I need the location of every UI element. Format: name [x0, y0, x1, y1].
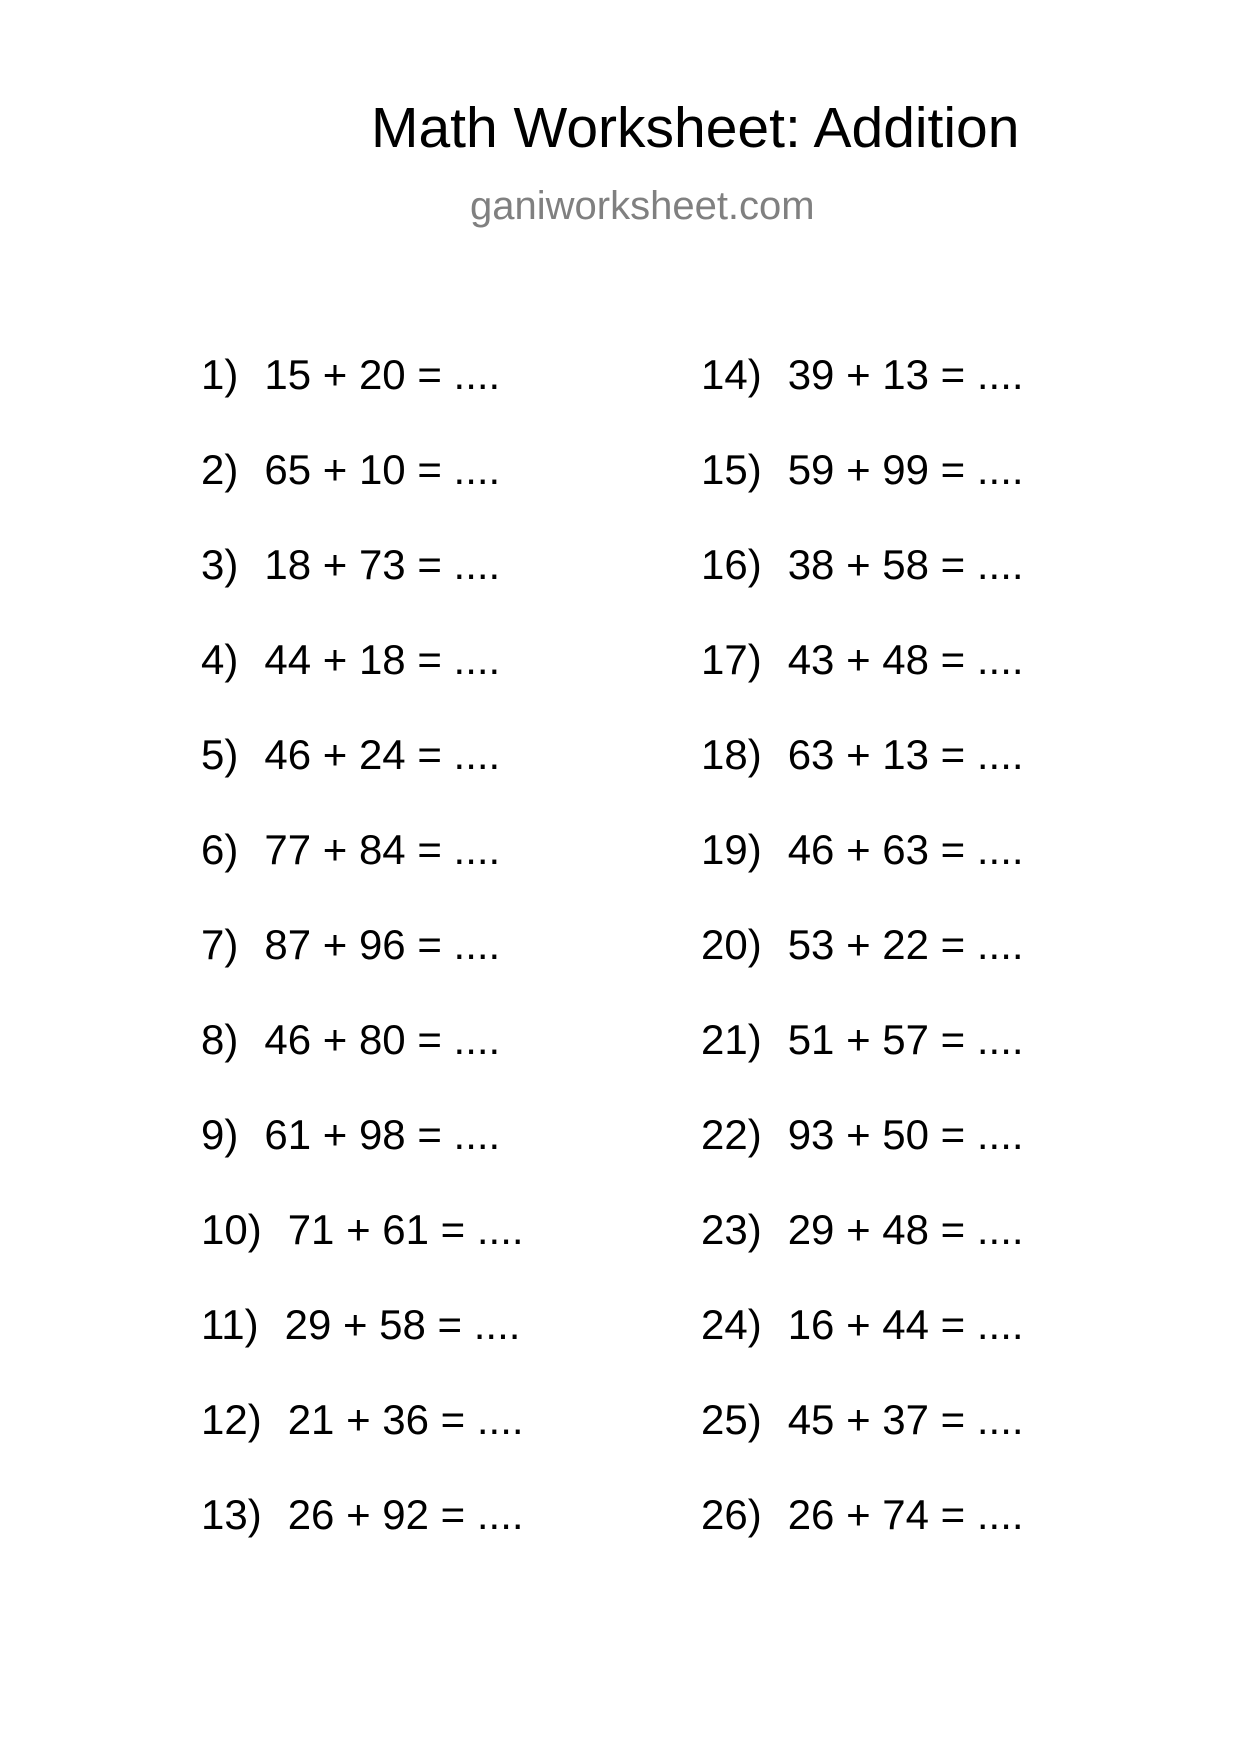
problem-number: 10) — [201, 1206, 262, 1253]
problem-item — [701, 351, 1024, 398]
problem-expression: 63 + 13 = .... — [787, 731, 1024, 778]
problem-number: 12) — [201, 1396, 262, 1443]
problem-expression: 18 + 73 = .... — [264, 541, 501, 588]
problem-item — [701, 446, 1024, 493]
problem-number: 7) — [201, 921, 239, 968]
problem-item — [701, 541, 1024, 588]
problem-expression: 26 + 92 = .... — [287, 1491, 524, 1538]
problem-expression: 38 + 58 = .... — [787, 541, 1024, 588]
problem-number: 25) — [701, 1396, 762, 1443]
problem-expression: 87 + 96 = .... — [264, 921, 501, 968]
problem-number: 11) — [201, 1301, 259, 1348]
problem-expression: 46 + 24 = .... — [264, 731, 501, 778]
problem-number: 15) — [701, 446, 762, 493]
problem-item — [201, 921, 501, 968]
problem-number: 23) — [701, 1206, 762, 1253]
problem-number: 13) — [201, 1491, 262, 1538]
problem-number: 1) — [201, 351, 239, 398]
problem-expression: 44 + 18 = .... — [264, 636, 501, 683]
problem-item — [201, 1396, 524, 1443]
problem-number: 17) — [701, 636, 762, 683]
problem-item — [701, 1206, 1024, 1253]
problem-number: 26) — [701, 1491, 762, 1538]
problem-expression: 53 + 22 = .... — [787, 921, 1024, 968]
problem-item — [701, 731, 1024, 778]
problem-expression: 15 + 20 = .... — [264, 351, 501, 398]
problem-expression: 51 + 57 = .... — [787, 1016, 1024, 1063]
problem-number: 4) — [201, 636, 239, 683]
problem-expression: 71 + 61 = .... — [287, 1206, 524, 1253]
worksheet-source: ganiworksheet.com — [470, 184, 815, 228]
problem-item — [701, 636, 1024, 683]
problem-number: 5) — [201, 731, 239, 778]
problem-expression: 21 + 36 = .... — [287, 1396, 524, 1443]
problem-item — [201, 446, 501, 493]
problem-expression: 65 + 10 = .... — [264, 446, 501, 493]
problem-number: 6) — [201, 826, 239, 873]
problem-number: 3) — [201, 541, 239, 588]
problem-number: 22) — [701, 1111, 762, 1158]
problem-expression: 93 + 50 = .... — [787, 1111, 1024, 1158]
problem-item — [201, 1301, 521, 1348]
problem-item — [201, 1491, 524, 1538]
problem-item — [201, 541, 501, 588]
problem-item — [201, 826, 501, 873]
problem-number: 19) — [701, 826, 762, 873]
problem-item — [201, 1206, 524, 1253]
problem-item — [701, 826, 1024, 873]
problem-number: 18) — [701, 731, 762, 778]
problem-item — [701, 921, 1024, 968]
problem-number: 21) — [701, 1016, 762, 1063]
problem-expression: 61 + 98 = .... — [264, 1111, 501, 1158]
problem-number: 16) — [701, 541, 762, 588]
problem-item — [701, 1111, 1024, 1158]
problem-number: 14) — [701, 351, 762, 398]
problem-number: 2) — [201, 446, 239, 493]
problem-number: 20) — [701, 921, 762, 968]
problem-expression: 43 + 48 = .... — [787, 636, 1024, 683]
problem-item — [701, 1396, 1024, 1443]
problem-item — [701, 1491, 1024, 1538]
problem-number: 24) — [701, 1301, 762, 1348]
problem-item — [201, 636, 501, 683]
problem-item — [201, 1016, 501, 1063]
problem-item — [201, 731, 501, 778]
problem-item — [701, 1301, 1024, 1348]
problem-expression: 46 + 80 = .... — [264, 1016, 501, 1063]
problem-number: 9) — [201, 1111, 239, 1158]
problem-expression: 46 + 63 = .... — [787, 826, 1024, 873]
problem-item — [201, 1111, 501, 1158]
problem-expression: 16 + 44 = .... — [787, 1301, 1024, 1348]
problem-expression: 29 + 48 = .... — [787, 1206, 1024, 1253]
problem-item — [201, 351, 501, 398]
problem-expression: 26 + 74 = .... — [787, 1491, 1024, 1538]
problem-number: 8) — [201, 1016, 239, 1063]
problem-item — [701, 1016, 1024, 1063]
problem-expression: 39 + 13 = .... — [787, 351, 1024, 398]
problem-expression: 45 + 37 = .... — [787, 1396, 1024, 1443]
problem-expression: 77 + 84 = .... — [264, 826, 501, 873]
problem-expression: 59 + 99 = .... — [787, 446, 1024, 493]
problem-expression: 29 + 58 = .... — [284, 1301, 521, 1348]
worksheet-title: Math Worksheet: Addition — [371, 96, 1020, 160]
